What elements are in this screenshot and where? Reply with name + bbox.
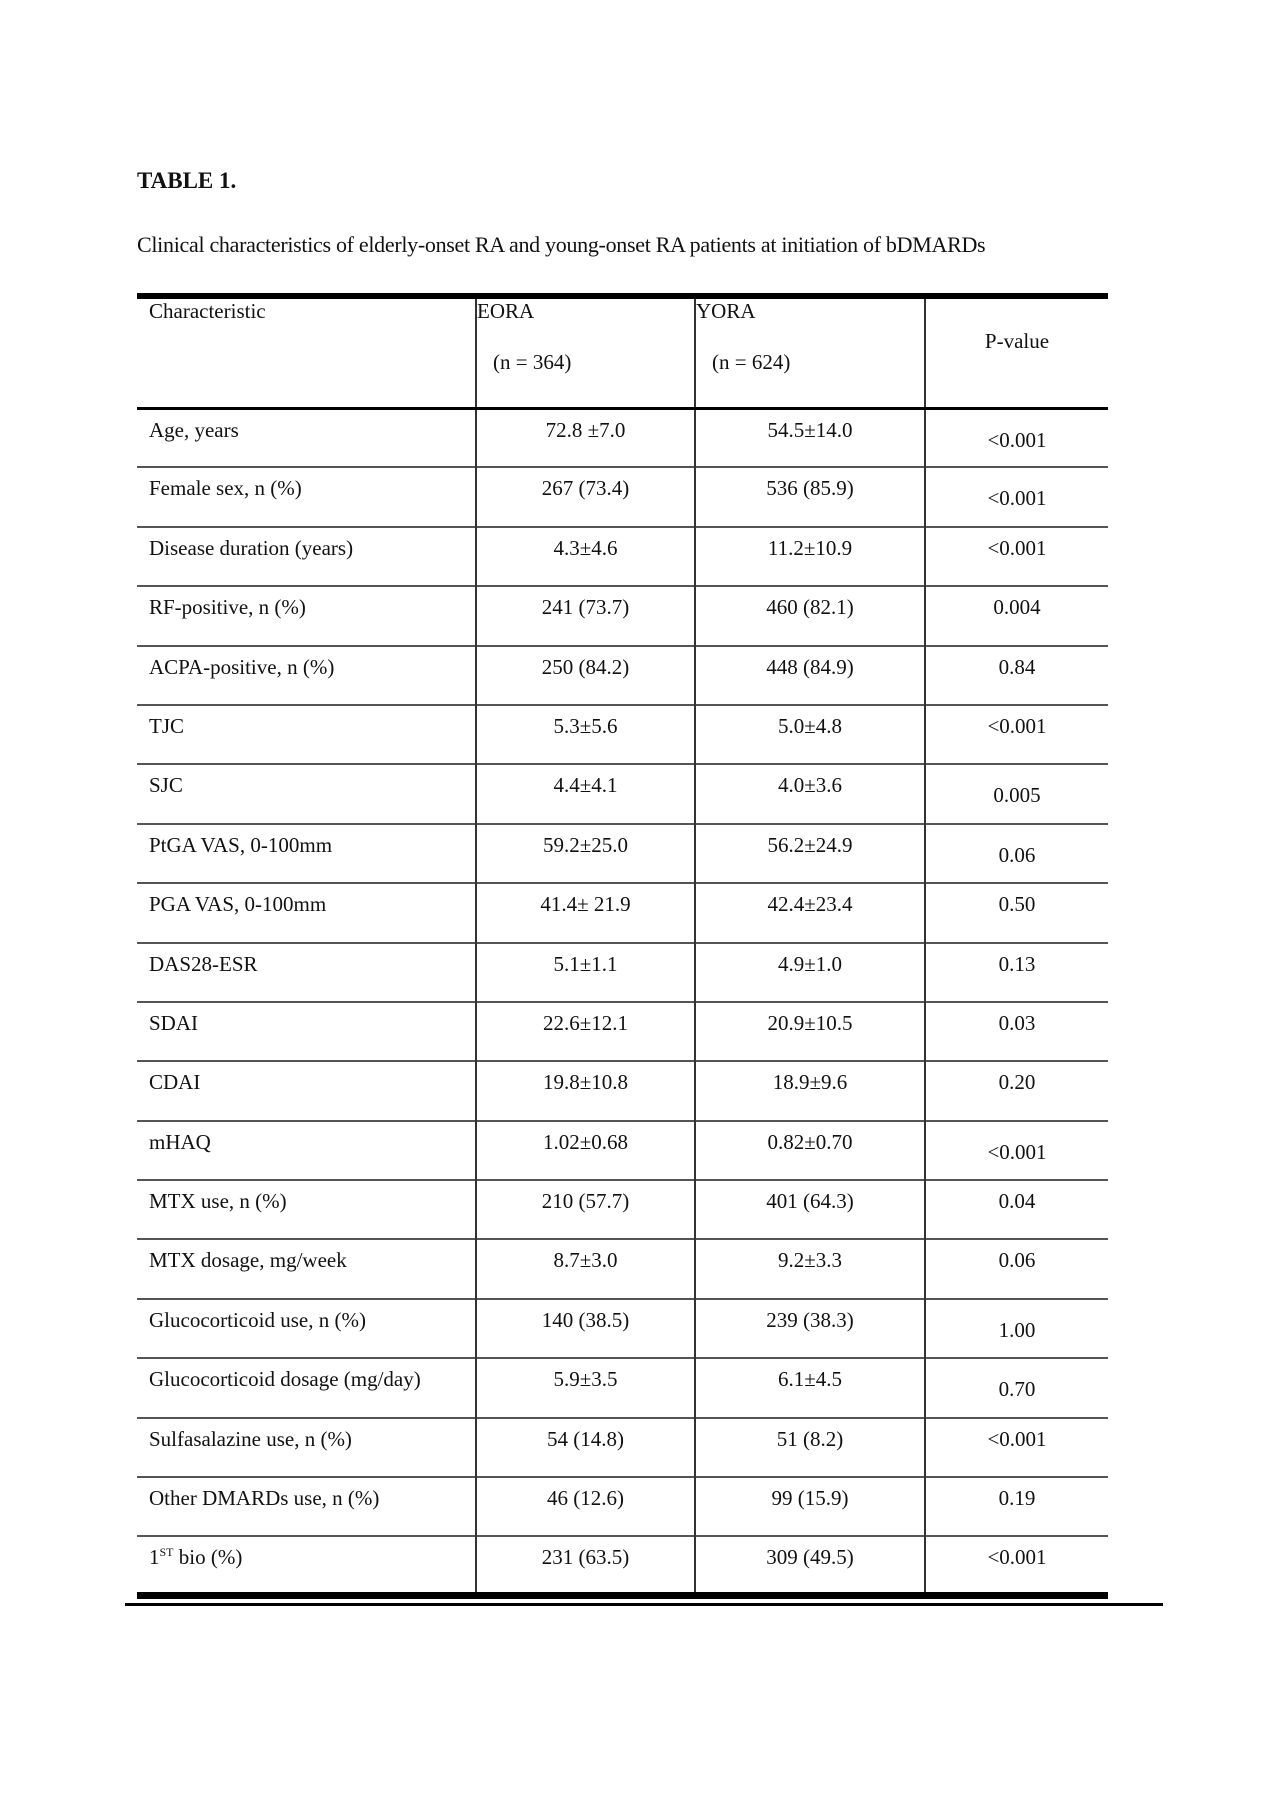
yora-value: 4.9±1.0 bbox=[695, 943, 925, 1002]
row-label: RF-positive, n (%) bbox=[149, 595, 306, 620]
row-label-sup: ST bbox=[159, 1545, 174, 1560]
row-label: Glucocorticoid use, n (%) bbox=[149, 1307, 366, 1332]
p-value: 1.00 bbox=[925, 1299, 1108, 1358]
table-row bbox=[137, 1536, 1108, 1595]
row-label: Glucocorticoid dosage (mg/day) bbox=[149, 1367, 421, 1392]
p-value: 0.13 bbox=[925, 943, 1108, 1002]
eora-value: 22.6±12.1 bbox=[476, 1002, 695, 1061]
p-value: 0.50 bbox=[925, 883, 1108, 942]
row-label: DAS28-ESR bbox=[149, 951, 258, 976]
row-label: Female sex, n (%) bbox=[149, 476, 302, 501]
row-label: Sulfasalazine use, n (%) bbox=[149, 1426, 352, 1451]
table-row bbox=[137, 883, 1108, 942]
yora-value: 18.9±9.6 bbox=[695, 1061, 925, 1120]
row-label: TJC bbox=[149, 713, 185, 738]
p-value: <0.001 bbox=[925, 1536, 1108, 1595]
header-characteristic: Characteristic bbox=[149, 299, 266, 323]
table-row bbox=[137, 467, 1108, 526]
header-yora bbox=[695, 296, 925, 408]
header-eora-n: (n = 364) bbox=[493, 350, 572, 374]
eora-value: 5.1±1.1 bbox=[476, 943, 695, 1002]
table-row bbox=[137, 705, 1108, 764]
p-value: 0.005 bbox=[925, 764, 1108, 823]
table-row bbox=[137, 527, 1108, 586]
p-value: <0.001 bbox=[925, 1418, 1108, 1477]
p-value: <0.001 bbox=[925, 408, 1108, 467]
row-label bbox=[137, 1536, 476, 1595]
eora-value: 250 (84.2) bbox=[476, 646, 695, 705]
p-value: 0.03 bbox=[925, 1002, 1108, 1061]
eora-value: 19.8±10.8 bbox=[476, 1061, 695, 1120]
row-label: CDAI bbox=[149, 1070, 201, 1095]
p-value: <0.001 bbox=[925, 1121, 1108, 1180]
yora-value: 536 (85.9) bbox=[695, 467, 925, 526]
eora-value: 59.2±25.0 bbox=[476, 824, 695, 883]
table-row bbox=[137, 1121, 1108, 1180]
row-label: MTX use, n (%) bbox=[149, 1189, 287, 1214]
row-label: Age, years bbox=[149, 417, 239, 442]
p-value: <0.001 bbox=[925, 705, 1108, 764]
eora-value: 46 (12.6) bbox=[476, 1477, 695, 1536]
eora-value: 54 (14.8) bbox=[476, 1418, 695, 1477]
row-label: Other DMARDs use, n (%) bbox=[149, 1486, 380, 1511]
row-label: Disease duration (years) bbox=[149, 535, 354, 560]
eora-value: 8.7±3.0 bbox=[476, 1239, 695, 1298]
header-yora-label: YORA bbox=[696, 299, 756, 323]
table-row bbox=[137, 1477, 1108, 1536]
row-label: PtGA VAS, 0-100mm bbox=[149, 832, 333, 857]
row-label: SJC bbox=[149, 773, 183, 798]
table-row bbox=[137, 1418, 1108, 1477]
eora-value: 241 (73.7) bbox=[476, 586, 695, 645]
yora-value: 4.0±3.6 bbox=[695, 764, 925, 823]
yora-value: 51 (8.2) bbox=[695, 1418, 925, 1477]
yora-value: 56.2±24.9 bbox=[695, 824, 925, 883]
p-value: <0.001 bbox=[925, 527, 1108, 586]
yora-value: 9.2±3.3 bbox=[695, 1239, 925, 1298]
eora-value: 5.3±5.6 bbox=[476, 705, 695, 764]
table-bottom-rule bbox=[125, 1603, 1163, 1606]
p-value: 0.84 bbox=[925, 646, 1108, 705]
p-value: 0.06 bbox=[925, 824, 1108, 883]
table-row bbox=[137, 586, 1108, 645]
table-row bbox=[137, 1002, 1108, 1061]
p-value: 0.06 bbox=[925, 1239, 1108, 1298]
table-row bbox=[137, 1239, 1108, 1298]
yora-value: 309 (49.5) bbox=[695, 1536, 925, 1595]
row-label-main: 1 bbox=[149, 1545, 160, 1570]
yora-value: 6.1±4.5 bbox=[695, 1358, 925, 1417]
yora-value: 20.9±10.5 bbox=[695, 1002, 925, 1061]
p-value: <0.001 bbox=[925, 467, 1108, 526]
eora-value: 41.4± 21.9 bbox=[476, 883, 695, 942]
eora-value: 72.8 ±7.0 bbox=[476, 408, 695, 467]
table-row bbox=[137, 646, 1108, 705]
eora-value: 1.02±0.68 bbox=[476, 1121, 695, 1180]
yora-value: 239 (38.3) bbox=[695, 1299, 925, 1358]
p-value: 0.20 bbox=[925, 1061, 1108, 1120]
eora-value: 4.4±4.1 bbox=[476, 764, 695, 823]
row-label-rest: bio (%) bbox=[173, 1545, 243, 1570]
table-row bbox=[137, 1358, 1108, 1417]
eora-value: 4.3±4.6 bbox=[476, 527, 695, 586]
header-p-value: P-value bbox=[925, 296, 1108, 408]
table-row bbox=[137, 824, 1108, 883]
table-row bbox=[137, 1180, 1108, 1239]
table-row bbox=[137, 408, 1108, 467]
row-label: PGA VAS, 0-100mm bbox=[149, 892, 327, 917]
p-value: 0.04 bbox=[925, 1180, 1108, 1239]
yora-value: 448 (84.9) bbox=[695, 646, 925, 705]
header-eora-label: EORA bbox=[477, 299, 535, 323]
clinical-characteristics-table bbox=[137, 293, 1108, 1599]
table-row bbox=[137, 1061, 1108, 1120]
yora-value: 401 (64.3) bbox=[695, 1180, 925, 1239]
yora-value: 42.4±23.4 bbox=[695, 883, 925, 942]
header-yora-n: (n = 624) bbox=[712, 350, 791, 374]
row-label: MTX dosage, mg/week bbox=[149, 1248, 347, 1273]
table-row bbox=[137, 764, 1108, 823]
table-row bbox=[137, 1299, 1108, 1358]
row-label: mHAQ bbox=[149, 1129, 211, 1154]
p-value: 0.70 bbox=[925, 1358, 1108, 1417]
p-value: 0.19 bbox=[925, 1477, 1108, 1536]
p-value: 0.004 bbox=[925, 586, 1108, 645]
eora-value: 231 (63.5) bbox=[476, 1536, 695, 1595]
yora-value: 11.2±10.9 bbox=[695, 527, 925, 586]
table-row bbox=[137, 943, 1108, 1002]
yora-value: 0.82±0.70 bbox=[695, 1121, 925, 1180]
row-label: ACPA-positive, n (%) bbox=[149, 654, 335, 679]
yora-value: 5.0±4.8 bbox=[695, 705, 925, 764]
yora-value: 99 (15.9) bbox=[695, 1477, 925, 1536]
eora-value: 267 (73.4) bbox=[476, 467, 695, 526]
header-row bbox=[137, 296, 1108, 408]
table-title: TABLE 1. bbox=[137, 168, 237, 193]
eora-value: 140 (38.5) bbox=[476, 1299, 695, 1358]
yora-value: 54.5±14.0 bbox=[695, 408, 925, 467]
header-eora bbox=[476, 296, 695, 408]
yora-value: 460 (82.1) bbox=[695, 586, 925, 645]
row-label: SDAI bbox=[149, 1010, 199, 1035]
eora-value: 5.9±3.5 bbox=[476, 1358, 695, 1417]
eora-value: 210 (57.7) bbox=[476, 1180, 695, 1239]
table-caption: Clinical characteristics of elderly-onset RA and young-onset RA patients at initiation of bDMARDs bbox=[137, 232, 986, 257]
